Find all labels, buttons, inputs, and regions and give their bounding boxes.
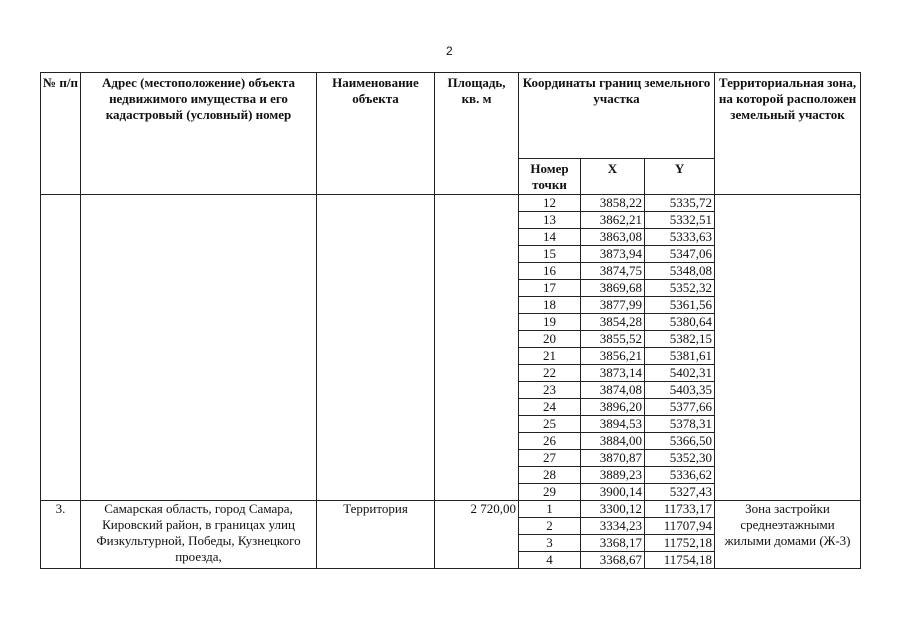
point-number: 20: [519, 331, 581, 348]
x-coord: 3863,08: [581, 229, 645, 246]
empty-zone-cell: [715, 195, 861, 501]
entry-num: 3.: [41, 501, 81, 569]
y-coord: 5352,30: [645, 450, 715, 467]
y-coord: 5348,08: [645, 263, 715, 280]
y-coord: 5403,35: [645, 382, 715, 399]
x-coord: 3877,99: [581, 297, 645, 314]
empty-address-cell: [81, 195, 317, 501]
x-coord: 3873,94: [581, 246, 645, 263]
x-coord: 3874,08: [581, 382, 645, 399]
x-coord: 3874,75: [581, 263, 645, 280]
x-coord: 3884,00: [581, 433, 645, 450]
y-coord: 5336,62: [645, 467, 715, 484]
x-coord: 3368,17: [581, 535, 645, 552]
point-number: 2: [519, 518, 581, 535]
x-coord: 3854,28: [581, 314, 645, 331]
x-coord: 3869,68: [581, 280, 645, 297]
header-y: Y: [645, 159, 715, 195]
point-number: 1: [519, 501, 581, 518]
y-coord: 11733,17: [645, 501, 715, 518]
coord-row: [41, 195, 861, 212]
y-coord: 5381,61: [645, 348, 715, 365]
point-number: 16: [519, 263, 581, 280]
x-coord: 3334,23: [581, 518, 645, 535]
y-coord: 5347,06: [645, 246, 715, 263]
header-zone: Территориальная зона, на которой расположен земельный участок: [715, 73, 861, 195]
point-number: 3: [519, 535, 581, 552]
point-number: 18: [519, 297, 581, 314]
empty-name-cell: [317, 195, 435, 501]
point-number: 4: [519, 552, 581, 569]
y-coord: 5366,50: [645, 433, 715, 450]
point-number: 19: [519, 314, 581, 331]
x-coord: 3862,21: [581, 212, 645, 229]
land-plot-table: [40, 72, 861, 569]
header-num: № п/п: [41, 73, 81, 195]
x-coord: 3368,67: [581, 552, 645, 569]
y-coord: 5402,31: [645, 365, 715, 382]
y-coord: 5333,63: [645, 229, 715, 246]
x-coord: 3889,23: [581, 467, 645, 484]
y-coord: 11752,18: [645, 535, 715, 552]
y-coord: 5377,66: [645, 399, 715, 416]
page-number: 2: [446, 44, 453, 58]
y-coord: 11754,18: [645, 552, 715, 569]
point-number: 28: [519, 467, 581, 484]
x-coord: 3870,87: [581, 450, 645, 467]
point-number: 24: [519, 399, 581, 416]
y-coord: 5352,32: [645, 280, 715, 297]
header-x: X: [581, 159, 645, 195]
header-area: Площадь, кв. м: [435, 73, 519, 195]
header-address: Адрес (местоположение) объекта недвижимого имущества и его кадастровый (условный) номер: [81, 73, 317, 195]
coord-row: [41, 501, 861, 518]
x-coord: 3855,52: [581, 331, 645, 348]
point-number: 29: [519, 484, 581, 501]
x-coord: 3900,14: [581, 484, 645, 501]
y-coord: 5327,43: [645, 484, 715, 501]
x-coord: 3856,21: [581, 348, 645, 365]
header-point: Номер точки: [519, 159, 581, 195]
point-number: 15: [519, 246, 581, 263]
y-coord: 5382,15: [645, 331, 715, 348]
y-coord: 5332,51: [645, 212, 715, 229]
empty-num-cell: [41, 195, 81, 501]
x-coord: 3894,53: [581, 416, 645, 433]
x-coord: 3896,20: [581, 399, 645, 416]
entry-address: Самарская область, город Самара, Кировский район, в границах улиц Физкультурной, Победы, Кузнецкого проезда,: [81, 501, 317, 569]
point-number: 27: [519, 450, 581, 467]
point-number: 25: [519, 416, 581, 433]
point-number: 12: [519, 195, 581, 212]
entry-3-rows: [41, 501, 861, 569]
x-coord: 3873,14: [581, 365, 645, 382]
x-coord: 3300,12: [581, 501, 645, 518]
entry-name: Территория: [317, 501, 435, 569]
y-coord: 5378,31: [645, 416, 715, 433]
y-coord: 5361,56: [645, 297, 715, 314]
y-coord: 5380,64: [645, 314, 715, 331]
header-name: Наименование объекта: [317, 73, 435, 195]
continuation-rows: [41, 195, 861, 501]
header-coords: Координаты границ земельного участка: [519, 73, 715, 159]
entry-area: 2 720,00: [435, 501, 519, 569]
y-coord: 11707,94: [645, 518, 715, 535]
entry-zone: Зона застройки среднеэтажными жилыми домами (Ж-3): [715, 501, 861, 569]
point-number: 14: [519, 229, 581, 246]
x-coord: 3858,22: [581, 195, 645, 212]
point-number: 17: [519, 280, 581, 297]
point-number: 26: [519, 433, 581, 450]
point-number: 23: [519, 382, 581, 399]
y-coord: 5335,72: [645, 195, 715, 212]
point-number: 22: [519, 365, 581, 382]
point-number: 13: [519, 212, 581, 229]
point-number: 21: [519, 348, 581, 365]
empty-area-cell: [435, 195, 519, 501]
